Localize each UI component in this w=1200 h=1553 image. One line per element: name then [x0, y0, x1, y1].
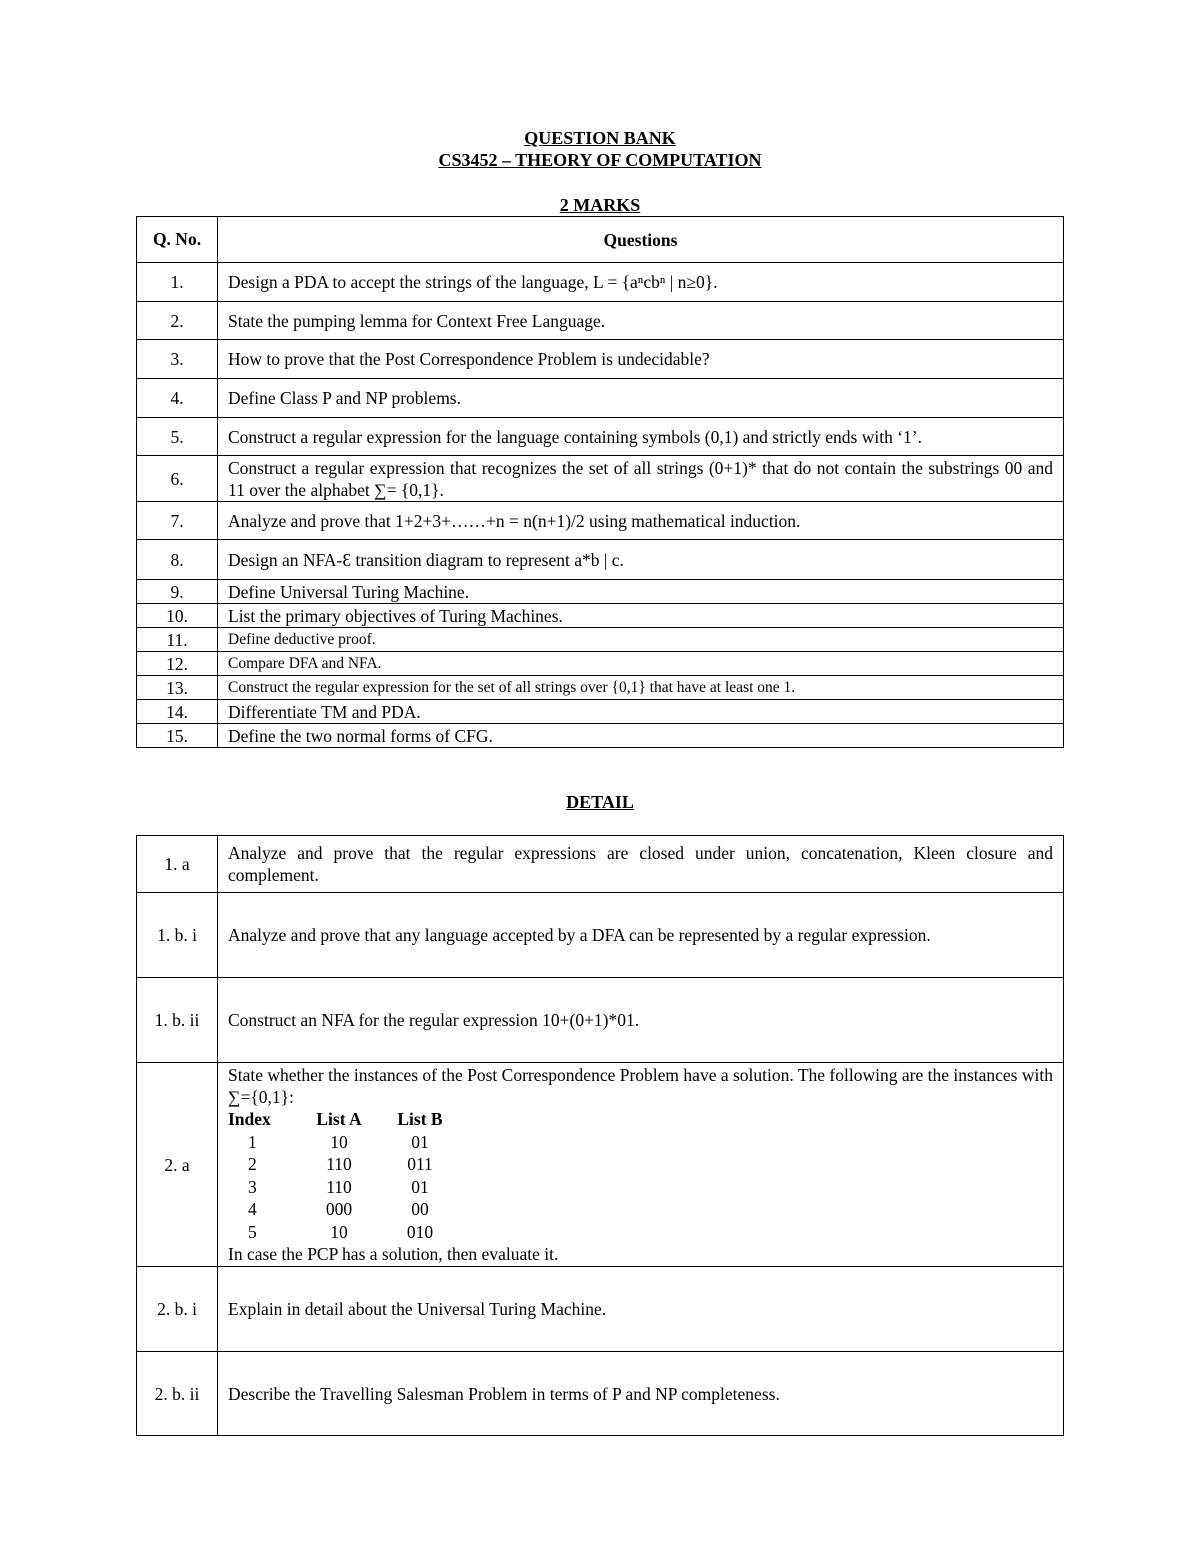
table-row [137, 580, 1064, 604]
question-number: 3. [137, 340, 218, 379]
question-text: List the primary objectives of Turing Machines. [218, 604, 1064, 628]
question-text: State the pumping lemma for Context Free Language. [218, 302, 1064, 340]
pcp-index: 3 [248, 1176, 257, 1197]
column-header-questions: Questions [218, 217, 1064, 263]
pcp-list-a: 000 [325, 1199, 353, 1219]
detail-table [136, 835, 1064, 1436]
section-heading-detail: DETAIL [566, 792, 634, 812]
question-text: Design an NFA-Ɛ transition diagram to represent a*b | c. [218, 540, 1064, 580]
question-number: 5. [137, 418, 218, 456]
question-number: 2. a [137, 1063, 218, 1267]
table-row [137, 700, 1064, 724]
question-number: 9. [137, 580, 218, 604]
pcp-header-list-a: List A [316, 1109, 362, 1129]
question-text: Define the two normal forms of CFG. [218, 724, 1064, 748]
table-row [137, 418, 1064, 456]
question-text: Analyze and prove that 1+2+3+……+n = n(n+1)/2 using mathematical induction. [218, 502, 1064, 540]
question-number: 13. [137, 676, 218, 700]
pcp-list-b: 01 [411, 1176, 429, 1197]
question-number: 1. a [137, 836, 218, 893]
question-number: 11. [137, 628, 218, 652]
table-row [137, 836, 1064, 893]
question-number: 8. [137, 540, 218, 580]
pcp-index: 2 [248, 1154, 257, 1174]
table-row [137, 456, 1064, 502]
pcp-list-a: 110 [326, 1176, 352, 1197]
question-text: Analyze and prove that the regular expressions are closed under union, concatenation, Kleen closure and complement. [218, 836, 1064, 893]
document-title: QUESTION BANK [524, 128, 676, 148]
question-text: Compare DFA and NFA. [218, 652, 1064, 676]
table-header-row [137, 217, 1064, 263]
question-number: 15. [137, 724, 218, 748]
table-row [137, 604, 1064, 628]
pcp-list-b: 010 [406, 1221, 434, 1242]
question-number: 10. [137, 604, 218, 628]
question-text-after: In case the PCP has a solution, then evaluate it. [228, 1244, 559, 1264]
question-text: Differentiate TM and PDA. [218, 700, 1064, 724]
question-text: Design a PDA to accept the strings of the language, L = {aⁿcbⁿ | n≥0}. [218, 263, 1064, 302]
pcp-list-b: 011 [407, 1154, 433, 1174]
question-number: 2. b. i [137, 1267, 218, 1352]
column-header-qno: Q. No. [137, 217, 218, 263]
question-text: Construct the regular expression for the set of all strings over {0,1} that have at least one 1. [218, 676, 1064, 700]
question-number: 2. [137, 302, 218, 340]
table-row [137, 676, 1064, 700]
question-number: 2. b. ii [137, 1352, 218, 1436]
pcp-list-b: 00 [411, 1199, 429, 1219]
question-text: How to prove that the Post Correspondence Problem is undecidable? [218, 340, 1064, 379]
pcp-question-cell [218, 1063, 1064, 1267]
table-row [137, 302, 1064, 340]
question-text: Explain in detail about the Universal Turing Machine. [218, 1267, 1064, 1352]
pcp-list-b: 01 [411, 1131, 429, 1152]
table-row [137, 340, 1064, 379]
question-text: State whether the instances of the Post Correspondence Problem have a solution. The following are the instances with ∑={0,1}: [228, 1065, 1053, 1107]
pcp-list-a: 10 [330, 1131, 348, 1152]
question-text: Define deductive proof. [218, 628, 1064, 652]
question-text: Construct a regular expression that recognizes the set of all strings (0+1)* that do not contain the substrings 00 and 11 over the alphabet ∑= {0,1}. [218, 456, 1064, 502]
pcp-list-a: 10 [330, 1221, 348, 1242]
pcp-instance-table [228, 1108, 1053, 1243]
table-row [137, 724, 1064, 748]
table-row [137, 263, 1064, 302]
pcp-index: 1 [248, 1131, 257, 1152]
section-heading-2-marks: 2 MARKS [559, 195, 641, 215]
table-row [137, 1063, 1064, 1267]
question-number: 1. b. i [137, 893, 218, 978]
table-row [137, 652, 1064, 676]
table-row [137, 502, 1064, 540]
pcp-header-index: Index [228, 1109, 271, 1129]
pcp-list-a: 110 [326, 1154, 352, 1174]
pcp-index: 4 [248, 1199, 257, 1219]
question-text: Describe the Travelling Salesman Problem in terms of P and NP completeness. [218, 1352, 1064, 1436]
question-number: 1. b. ii [137, 978, 218, 1063]
pcp-header-list-b: List B [397, 1109, 443, 1129]
two-marks-table [136, 216, 1064, 748]
question-text: Construct an NFA for the regular expression 10+(0+1)*01. [218, 978, 1064, 1063]
question-number: 14. [137, 700, 218, 724]
table-row [137, 978, 1064, 1063]
table-row [137, 540, 1064, 580]
table-row [137, 1267, 1064, 1352]
pcp-index: 5 [248, 1221, 257, 1242]
question-text: Analyze and prove that any language accepted by a DFA can be represented by a regular expression. [218, 893, 1064, 978]
question-number: 4. [137, 379, 218, 418]
question-text: Define Class P and NP problems. [218, 379, 1064, 418]
question-text: Define Universal Turing Machine. [218, 580, 1064, 604]
question-text: Construct a regular expression for the language containing symbols (0,1) and strictly ends with ‘1’. [218, 418, 1064, 456]
table-row [137, 893, 1064, 978]
course-title: CS3452 – THEORY OF COMPUTATION [438, 150, 762, 170]
question-number: 7. [137, 502, 218, 540]
question-number: 1. [137, 263, 218, 302]
table-row [137, 379, 1064, 418]
question-number: 6. [137, 456, 218, 502]
question-number: 12. [137, 652, 218, 676]
table-row [137, 1352, 1064, 1436]
table-row [137, 628, 1064, 652]
